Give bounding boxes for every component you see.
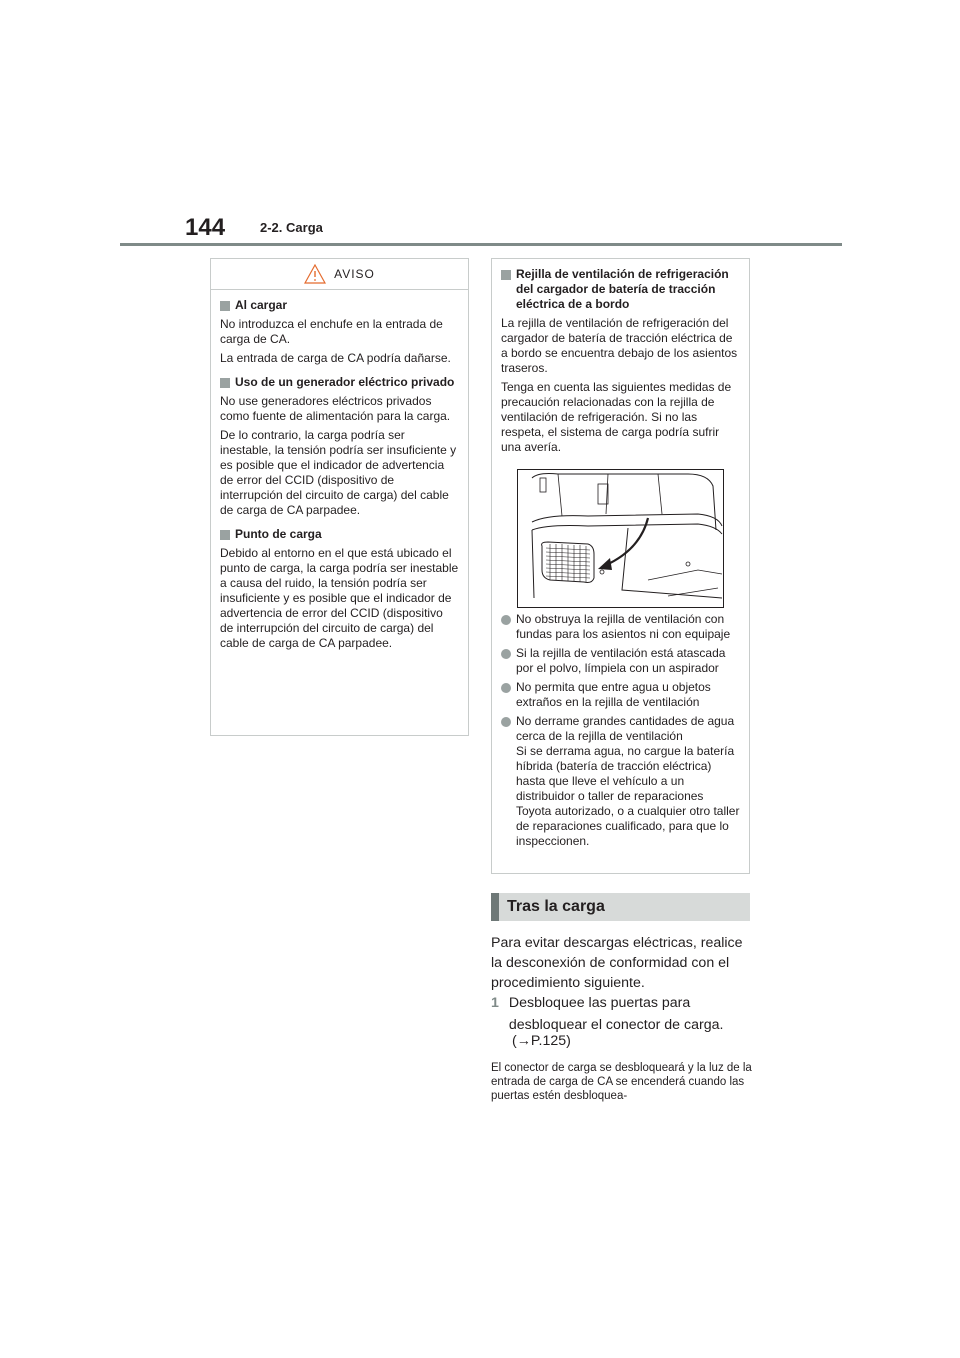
warning-paragraph: No introduzca el enchufe en la entrada de carga de CA. [220, 317, 443, 346]
section-header: 2-2. Carga [260, 220, 323, 235]
ventilation-bullet: Si la rejilla de ventilación está atascada por el polvo, límpiela con un aspirador [501, 646, 740, 676]
step-note: El conector de carga se desbloqueará y la luz de la entrada de carga de CA se encenderá cuando las puertas estén desbloquea- [491, 1062, 752, 1102]
warning-icon [304, 264, 326, 284]
vent-grille-illustration [517, 469, 724, 608]
ventilation-bullet: No derrame grandes cantidades de agua cerca de la rejilla de ventilación Si se derrama agua, no cargue la batería híbrida (batería de tracción eléctrica) hasta que lleve el vehículo a un distribuidor o taller de reparaciones Toyota autorizado, o a cualquier otro taller de reparaciones cualificado, para que lo inspeccionen. [501, 714, 740, 849]
warning-subheading: Punto de carga [220, 527, 459, 542]
warning-subheading: Uso de un generador eléctrico privado [220, 375, 459, 390]
square-bullet-icon [501, 270, 511, 280]
square-bullet-icon [220, 378, 230, 388]
page-reference-link[interactable]: (→P.125) [512, 1033, 571, 1049]
step-text: Desbloquee las puertas para desbloquear el conector de carga. [508, 995, 724, 1033]
warning-paragraph: De lo contrario, la carga podría ser inestable, la tensión podría ser insuficiente y es posible que el indicador de advertencia de error del CCID (dispositivo de interrupción del circuito de carga) del cable de carga de CA parpadee. [220, 428, 457, 517]
ventilation-bullet: No permita que entre agua u objetos extraños en la rejilla de ventilación [501, 680, 740, 710]
section-title: Tras la carga [507, 898, 605, 915]
round-bullet-icon [501, 615, 511, 625]
warning-header [211, 259, 468, 290]
ventilation-subheading: Rejilla de ventilación de refrigeración del cargador de batería de tracción eléctrica de a bordo [501, 267, 740, 312]
intro-paragraph: Para evitar descargas eléctricas, realice la desconexión de conformidad con el procedimiento siguiente. [491, 935, 743, 991]
warning-box [210, 258, 469, 736]
ventilation-paragraph: Tenga en cuenta las siguientes medidas de precaución relacionadas con la rejilla de ventilación de refrigeración. Si no las respeta, el sistema de carga podría sufrir una avería. [501, 380, 732, 454]
section-title-band [491, 893, 750, 921]
round-bullet-icon [501, 649, 511, 659]
step-item [491, 992, 753, 1036]
warning-paragraph: Debido al entorno en el que está ubicado el punto de carga, la carga podría ser inestable a causa del ruido, la tensión podría ser insuficiente y es posible que el indicador de advertencia de error del CCID (dispositivo de interrupción del circuito de carga) del cable de carga de CA parpadee. [220, 546, 459, 650]
square-bullet-icon [220, 301, 230, 311]
warning-subheading: Al cargar [220, 298, 459, 313]
header-rule [120, 243, 842, 246]
page-number: 144 [185, 214, 226, 241]
warning-paragraph: La entrada de carga de CA podría dañarse. [220, 351, 451, 365]
round-bullet-icon [501, 683, 511, 693]
square-bullet-icon [220, 530, 230, 540]
round-bullet-icon [501, 717, 511, 727]
warning-paragraph: No use generadores eléctricos privados como fuente de alimentación para la carga. [220, 394, 451, 423]
ventilation-bullet: No obstruya la rejilla de ventilación con fundas para los asientos ni con equipaje [501, 612, 740, 642]
step-number: 1 [491, 995, 499, 1011]
warning-title: AVISO [334, 267, 375, 281]
ventilation-box [491, 258, 750, 874]
section-title-accent [491, 893, 499, 921]
ventilation-paragraph: La rejilla de ventilación de refrigeración del cargador de batería de tracción eléctrica de a bordo se encuentra debajo de los asientos traseros. [501, 316, 738, 375]
